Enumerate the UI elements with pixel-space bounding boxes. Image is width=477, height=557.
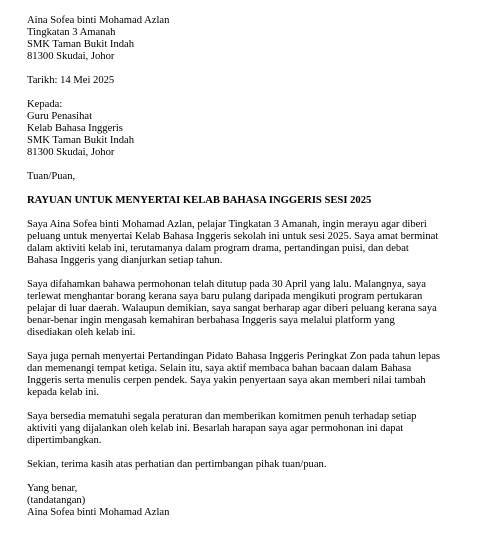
sender-postcode-city: 81300 Skudai, Johor — [27, 51, 115, 62]
body-line: dalam aktiviti kelab ini, terutamanya dalam program drama, pertandingan puisi, dan debat — [27, 243, 409, 254]
body-paragraph-5 — [27, 459, 472, 471]
signature-placeholder: (tandatangan) — [27, 495, 86, 506]
body-line: Saya juga pernah menyertai Pertandingan Pidato Bahasa Inggeris Peringkat Zon pada tahun lepas — [27, 351, 441, 362]
letter-subject: RAYUAN UNTUK MENYERTAI KELAB BAHASA INGGERIS SESI 2025 — [27, 195, 372, 206]
body-line: peluang untuk menyertai Kelab Bahasa Inggeris sekolah ini untuk sesi 2025. Saya amat berminat — [27, 231, 439, 242]
body-line: kepada kelab ini. — [27, 387, 100, 398]
body-line: pelajar di luar daerah. Walaupun demikian, saya sangat berharap agar diberi peluang kerana saya — [27, 303, 437, 314]
valediction: Yang benar, — [27, 483, 78, 494]
body-paragraph-2 — [27, 279, 472, 339]
letter-date: Tarikh: 14 Mei 2025 — [27, 75, 115, 86]
sender-address — [27, 15, 472, 63]
recipient-school: SMK Taman Bukit Indah — [27, 135, 135, 146]
body-paragraph-1 — [27, 219, 472, 267]
sender-name: Aina Sofea binti Mohamad Azlan — [27, 15, 170, 26]
body-line: Sekian, terima kasih atas perhatian dan pertimbangan pihak tuan/puan. — [27, 459, 327, 470]
body-line: Inggeris serta menulis cerpen pendek. Saya yakin penyertaan saya akan memberi nilai tambah — [27, 375, 426, 386]
recipient-title: Guru Penasihat — [27, 111, 93, 122]
body-paragraph-4 — [27, 411, 472, 447]
body-line: terlewat menghantar borang kerana saya baru pulang daripada mengikuti program pertukaran — [27, 291, 423, 302]
body-line: Saya Aina Sofea binti Mohamad Azlan, pelajar Tingkatan 3 Amanah, ingin merayu agar diberi — [27, 219, 427, 230]
body-paragraph-3 — [27, 351, 472, 399]
body-line: disediakan oleh kelab ini. — [27, 327, 136, 338]
body-line: aktiviti yang dijalankan oleh kelab ini. Besarlah harapan saya agar permohonan ini dapat — [27, 423, 404, 434]
closing-block — [27, 483, 472, 519]
body-line: dipertimbangkan. — [27, 435, 102, 446]
body-line: dan memenangi tempat ketiga. Selain itu, saya aktif membaca bahan bacaan dalam Bahasa — [27, 363, 412, 374]
recipient-postcode-city: 81300 Skudai, Johor — [27, 147, 115, 158]
sender-class: Tingkatan 3 Amanah — [27, 27, 116, 38]
recipient-club: Kelab Bahasa Inggeris — [27, 123, 123, 134]
letter — [27, 15, 472, 519]
signatory-name: Aina Sofea binti Mohamad Azlan — [27, 507, 170, 518]
body-line: Bahasa Inggeris yang dianjurkan setiap tahun. — [27, 255, 223, 266]
sender-school: SMK Taman Bukit Indah — [27, 39, 135, 50]
salutation: Tuan/Puan, — [27, 171, 76, 182]
recipient-address — [27, 99, 472, 159]
body-line: Saya bersedia mematuhi segala peraturan dan memberikan komitmen penuh terhadap setiap — [27, 411, 417, 422]
recipient-label: Kepada: — [27, 99, 63, 110]
body-line: benar-benar ingin mengasah kemahiran berbahasa Inggeris saya melalui platform yang — [27, 315, 395, 326]
body-line: Saya difahamkan bahawa permohonan telah ditutup pada 30 April yang lalu. Malangnya, saya — [27, 279, 426, 290]
